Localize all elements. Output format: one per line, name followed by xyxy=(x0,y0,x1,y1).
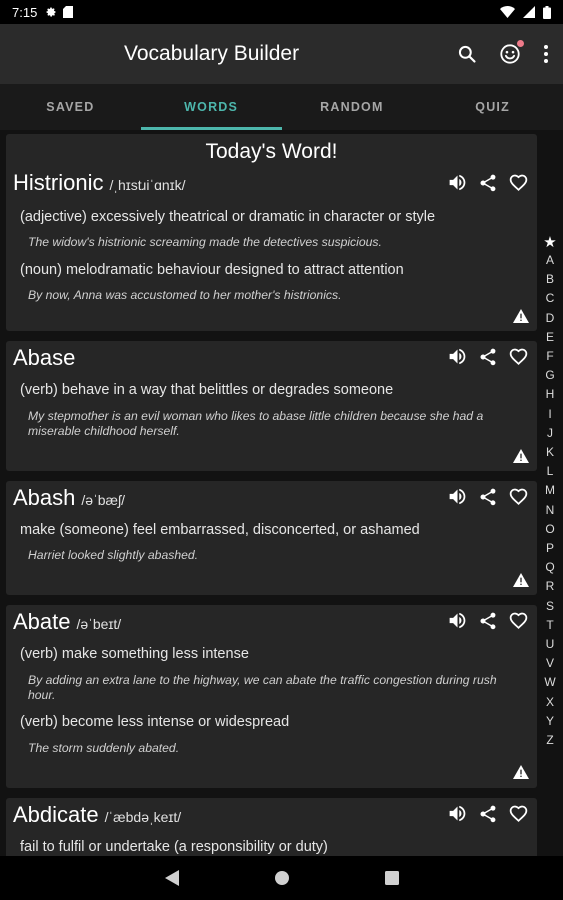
warning-icon[interactable] xyxy=(513,309,529,323)
settings-status-icon xyxy=(45,6,57,18)
index-letter[interactable]: L xyxy=(546,464,554,479)
index-letter[interactable]: S xyxy=(545,598,554,613)
tab-random[interactable]: RANDOM xyxy=(320,100,384,114)
back-icon[interactable] xyxy=(165,870,179,886)
recents-icon[interactable] xyxy=(385,871,399,885)
index-letter[interactable]: N xyxy=(545,502,555,517)
word-actions xyxy=(447,610,529,631)
heart-icon[interactable] xyxy=(508,803,529,824)
wifi-icon xyxy=(500,6,515,18)
word-heading xyxy=(13,345,81,371)
alphabet-index[interactable] xyxy=(540,234,560,750)
sd-card-status-icon xyxy=(63,6,73,18)
battery-icon xyxy=(543,6,551,19)
word-heading xyxy=(13,170,186,196)
definition: (verb) behave in a way that belittles or degrades someone xyxy=(20,382,394,398)
word-actions xyxy=(447,486,529,507)
tab-quiz[interactable]: QUIZ xyxy=(475,100,510,114)
warning-icon[interactable] xyxy=(513,765,529,779)
heart-icon[interactable] xyxy=(508,346,529,367)
warning-icon[interactable] xyxy=(513,449,529,463)
index-letter[interactable]: X xyxy=(545,694,554,709)
word-card[interactable] xyxy=(6,341,537,471)
definition: (adjective) excessively theatrical or dramatic in character or style xyxy=(20,209,436,225)
definition: (verb) become less intense or widespread xyxy=(20,714,290,730)
word-heading xyxy=(13,802,181,828)
index-letter[interactable]: V xyxy=(545,656,554,671)
index-letter[interactable]: E xyxy=(545,329,554,344)
word-actions xyxy=(447,803,529,824)
definition: fail to fulfil or undertake (a responsibility or duty) xyxy=(20,839,328,855)
system-nav-bar xyxy=(0,856,563,900)
definition: make (someone) feel embarrassed, disconcerted, or ashamed xyxy=(20,522,420,538)
word-pronunciation: /əˈbeɪt/ xyxy=(76,616,122,632)
word-card[interactable] xyxy=(6,798,537,856)
tab-words[interactable]: WORDS xyxy=(141,84,282,130)
speaker-icon[interactable] xyxy=(447,486,468,507)
warning-icon[interactable] xyxy=(513,573,529,587)
word-pronunciation: /ˌhɪstɹiˈɑnɪk/ xyxy=(109,177,186,193)
status-time: 7:15 xyxy=(12,4,38,20)
share-icon[interactable] xyxy=(478,804,498,824)
definition: (verb) make something less intense xyxy=(20,646,249,662)
index-letter[interactable]: Y xyxy=(545,713,554,728)
index-letter[interactable]: P xyxy=(545,541,554,556)
index-letter[interactable]: W xyxy=(544,675,556,690)
index-letter[interactable]: D xyxy=(545,310,555,325)
word-heading xyxy=(13,609,121,635)
share-icon[interactable] xyxy=(478,173,498,193)
index-letter[interactable]: Q xyxy=(545,560,555,575)
share-icon[interactable] xyxy=(478,487,498,507)
emoji-button[interactable] xyxy=(499,43,521,65)
index-letter[interactable]: A xyxy=(545,253,554,267)
heart-icon[interactable] xyxy=(508,486,529,507)
speaker-icon[interactable] xyxy=(447,346,468,367)
word-title: Abdicate xyxy=(13,802,99,827)
index-letter[interactable]: K xyxy=(545,445,554,460)
index-letter[interactable]: G xyxy=(545,368,555,383)
word-pronunciation: /əˈbæʃ/ xyxy=(81,492,125,508)
star-icon[interactable]: ★ xyxy=(543,234,557,251)
word-title: Abate xyxy=(13,609,71,634)
home-icon[interactable] xyxy=(275,871,289,885)
tab-bar xyxy=(0,84,563,130)
todays-word-title: Today's Word! xyxy=(205,140,338,163)
index-letter[interactable]: J xyxy=(547,425,553,440)
example: My stepmother is an evil woman who likes to abase little children because she had a miserable childhood herself. xyxy=(28,409,484,438)
share-icon[interactable] xyxy=(478,347,498,367)
example: The widow's histrionic screaming made the detectives suspicious. xyxy=(28,235,382,249)
share-icon[interactable] xyxy=(478,611,498,631)
notification-dot xyxy=(517,40,524,47)
example: By now, Anna was accustomed to her mother's histrionics. xyxy=(28,288,342,302)
word-card[interactable] xyxy=(6,605,537,788)
index-letter[interactable]: R xyxy=(545,579,555,594)
more-vert-icon[interactable] xyxy=(543,44,549,64)
status-bar xyxy=(0,0,563,24)
app-actions xyxy=(457,43,549,65)
status-right-icons xyxy=(500,6,551,19)
index-letter[interactable]: U xyxy=(545,637,555,652)
example: Harriet looked slightly abashed. xyxy=(28,548,199,562)
index-letter[interactable]: I xyxy=(548,406,552,421)
index-letter[interactable]: M xyxy=(545,483,555,498)
cell-signal-icon xyxy=(523,6,535,18)
word-card[interactable] xyxy=(6,481,537,595)
search-icon[interactable] xyxy=(457,44,477,64)
app-title: Vocabulary Builder xyxy=(124,42,300,65)
speaker-icon[interactable] xyxy=(447,610,468,631)
example: The storm suddenly abated. xyxy=(28,741,180,755)
word-heading xyxy=(13,485,125,511)
index-letter[interactable]: H xyxy=(545,387,555,402)
word-actions xyxy=(447,346,529,367)
tab-saved[interactable]: SAVED xyxy=(46,100,95,114)
speaker-icon[interactable] xyxy=(447,172,468,193)
word-pronunciation: /ˈæbdəˌkeɪt/ xyxy=(104,809,182,825)
index-letter[interactable]: B xyxy=(545,272,554,287)
index-letter[interactable]: F xyxy=(546,349,554,364)
index-letter[interactable]: O xyxy=(545,521,555,536)
heart-icon[interactable] xyxy=(508,610,529,631)
heart-icon[interactable] xyxy=(508,172,529,193)
definition: (noun) melodramatic behaviour designed to attract attention xyxy=(20,262,404,278)
app-bar xyxy=(0,24,563,84)
word-actions xyxy=(447,172,529,193)
index-letter[interactable]: T xyxy=(546,617,554,632)
word-list[interactable] xyxy=(0,130,563,856)
example: By adding an extra lane to the highway, we can abate the traffic congestion during rush hour. xyxy=(28,673,497,702)
index-letter[interactable]: Z xyxy=(546,733,554,748)
index-letter[interactable]: C xyxy=(545,291,555,306)
word-title: Abase xyxy=(13,345,76,370)
word-title: Histrionic xyxy=(13,170,104,195)
todays-word-card[interactable] xyxy=(6,134,537,331)
word-title: Abash xyxy=(13,485,76,510)
speaker-icon[interactable] xyxy=(447,803,468,824)
